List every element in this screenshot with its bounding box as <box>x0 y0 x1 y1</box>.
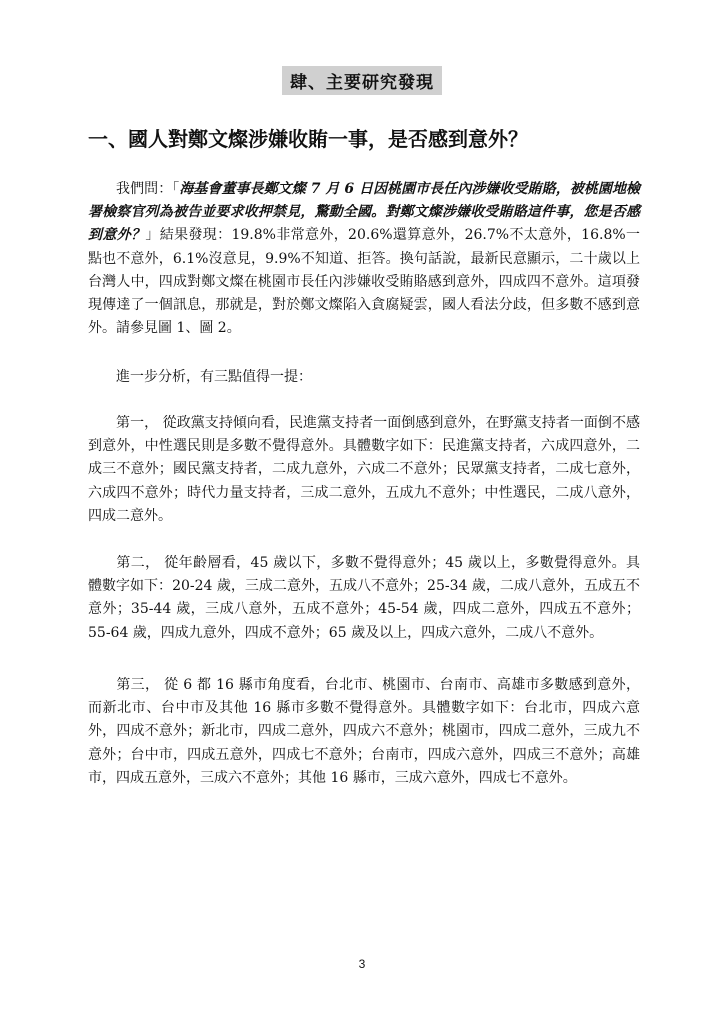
paragraph-point-three <box>88 674 640 790</box>
paragraph-results: 」結果發現：19.8%非常意外，20.6%還算意外，26.7%不太意外，16.8%一點也不意外，6.1%沒意見，9.9%不知道、拒答。換句話說，最新民意顯示，二十歲以上台灣人中，四成對鄭文燦在桃園市長任內涉嫌收受賄賂感到意外，四成四不意外。這項發現傳達了一個訊息，那就是，對於鄭文燦陷入貪腐疑雲，國人看法分歧，但多數不感到意外。請參見圖 1、圖 2。 <box>88 227 641 337</box>
section-heading <box>0 66 724 95</box>
paragraph-text: 第三， 從 6 都 16 縣市角度看，台北市、桃園市、台南市、高雄市多數感到意外，而新北市、台中市及其他 16 縣市多數不覺得意外。具體數字如下：台北市，四成六意外，四成不意外；新北市，四成二意外，四成六不意外；桃園市，四成二意外，三成九不意外；台中市，四成五意外，四成七不意外；台南市，四成六意外，四成三不意外；高雄市，四成五意外，三成六不意外；其他 16 縣市，三成六意外，四成七不意外。 <box>88 677 640 786</box>
paragraph-text: 進一步分析，有三點值得一提： <box>116 369 312 385</box>
paragraph-point-two <box>88 552 640 645</box>
paragraph-text: 第二， 從年齡層看，45 歲以下，多數不覺得意外；45 歲以上，多數覺得意外。具體數字如下：20-24 歲，三成二意外，五成八不意外；25-34 歲，二成八意外，五成五不意外；35-44 歲，三成八意外，五成不意外；45-54 歲，四成二意外，四成五不意外；55-64 歲，四成九意外，四成不意外；65 歲及以上，四成六意外，二成八不意外。 <box>88 555 640 641</box>
paragraph-lead: 我們問：「 <box>116 181 180 197</box>
paragraph-intro-analysis <box>88 366 640 389</box>
paragraph-point-one <box>88 412 640 528</box>
survey-question-quote: 海基會董事長鄭文燦 7 月 6 日因桃園市長任內涉嫌收受賄賂，被桃園地檢署檢察官列為被告並要求收押禁見，驚動全國。對鄭文燦涉嫌收受賄賂這件事，您是否感到意外？ <box>88 181 640 244</box>
paragraph-survey-question <box>88 178 640 340</box>
section-title: 肆、主要研究發現 <box>282 66 442 95</box>
paragraph-text: 第一， 從政黨支持傾向看，民進黨支持者一面倒感到意外，在野黨支持者一面倒不感到意外，中性選民則是多數不覺得意外。具體數字如下：民進黨支持者，六成四意外，二成三不意外；國民黨支持者，二成九意外，六成二不意外；民眾黨支持者，二成七意外，六成四不意外；時代力量支持者，三成二意外，五成九不意外；中性選民，二成八意外，四成二意外。 <box>88 415 640 524</box>
question-heading: 一、國人對鄭文燦涉嫌收賄一事，是否感到意外？ <box>88 127 528 151</box>
page-number: 3 <box>358 957 366 971</box>
